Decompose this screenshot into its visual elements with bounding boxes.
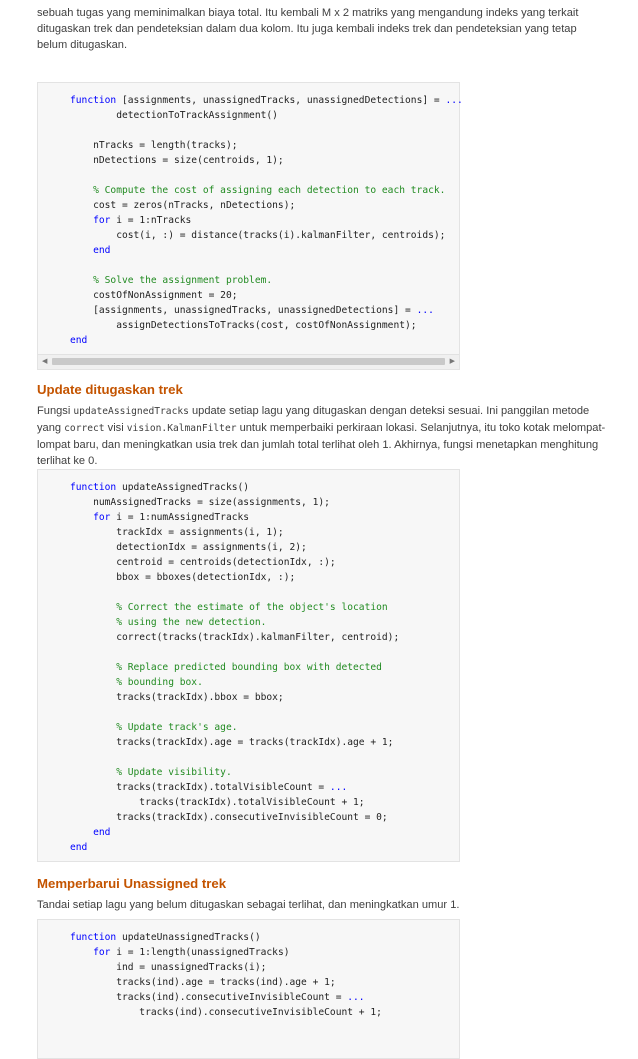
- scrollbar-thumb[interactable]: [52, 358, 445, 365]
- code-comment: % bounding box.: [116, 677, 203, 688]
- section-paragraph-update-unassigned: Tandai setiap lagu yang belum ditugaskan sebagai terlihat, dan meningkatkan umur 1.: [37, 899, 460, 911]
- code-block-assignment[interactable]: [37, 82, 463, 370]
- section-heading-update-assigned: Update ditugaskan trek: [37, 382, 183, 397]
- code-keyword: end: [70, 335, 88, 346]
- code-continuation: ...: [445, 95, 463, 106]
- text-segment: Fungsi: [37, 405, 74, 417]
- text-segment: update setiap lagu yang ditugaskan dengan deteksi sesuai. Ini panggilan metode yang: [37, 405, 590, 434]
- code-comment: % Update track's age.: [116, 722, 238, 733]
- code-listing[interactable]: function [assignments, unassignedTracks, unassignedDetections] = ... detectionToTrackAssignment() nTracks = length(tracks); nDetections = size(centroids, 1); % Compute the cost of assigning each detection to each track. cost = zeros(nTracks, nDetections); for i = 1:nTracks cost(i, :) = distance(tracks(i).kalmanFilter, centroids); end % Solve the assignment problem. costOfNonAssignment = 20; [assignments, unassignedTracks, unassignedDetections] = ... assignDetectionsToTracks(cost, costOfNonAssignment); end: [70, 95, 463, 346]
- scroll-right-icon[interactable]: ▶: [449, 358, 455, 365]
- code-comment: % Replace predicted bounding box with detected: [116, 662, 382, 673]
- code-comment: % Solve the assignment problem.: [93, 275, 273, 286]
- code-comment: % Update visibility.: [116, 767, 232, 778]
- code-keyword: end: [70, 842, 88, 853]
- code-continuation: ...: [416, 305, 434, 316]
- scroll-left-icon[interactable]: ◀: [42, 358, 48, 365]
- text-segment: visi: [104, 422, 127, 434]
- code-keyword: function: [70, 932, 117, 943]
- code-keyword: end: [93, 245, 111, 256]
- inline-code: correct: [64, 423, 105, 434]
- section-paragraph-update-assigned: [37, 403, 609, 469]
- code-keyword: function: [70, 95, 117, 106]
- section-heading-update-unassigned: Memperbarui Unassigned trek: [37, 876, 227, 891]
- code-listing[interactable]: function updateAssignedTracks() numAssignedTracks = size(assignments, 1); for i = 1:numAssignedTracks trackIdx = assignments(i, 1); detectionIdx = assignments(i, 2); centroid = centroids(detectionIdx, :); bbox = bboxes(detectionIdx, :); % Correct the estimate of the object's location % using the new detection. correct(tracks(trackIdx).kalmanFilter, centroid); % Replace predicted bounding box with detected % bounding box. tracks(trackIdx).bbox = bbox; % Update track's age. tracks(trackIdx).age = tracks(trackIdx).age + 1; % Update visibility. tracks(trackIdx).totalVisibleCount = ... tracks(trackIdx).totalVisibleCount + 1; tracks(trackIdx).consecutiveInvisibleCount = 0; end end: [70, 482, 400, 853]
- code-keyword: for: [93, 947, 111, 958]
- horizontal-scrollbar[interactable]: [38, 354, 459, 369]
- code-keyword: end: [93, 827, 111, 838]
- code-block-update-assigned[interactable]: [37, 469, 460, 862]
- code-listing[interactable]: function updateUnassignedTracks() for i = 1:length(unassignedTracks) ind = unassignedTracks(i); tracks(ind).age = tracks(ind).age + 1; tracks(ind).consecutiveInvisibleCount = ... tracks(ind).consecutiveInvisibleCount + 1;: [70, 932, 382, 1018]
- code-block-update-unassigned[interactable]: [37, 919, 460, 1059]
- text-segment: untuk memperbaiki perkiraan lokasi. Selanjutnya, itu toko kotak melompat-lompat baru, dan meningkatkan usia trek dan jumlah total terlihat oleh 1. Akhirnya, fungsi menetapkan menghitung terlihat ke 0.: [37, 422, 606, 467]
- code-comment: % Correct the estimate of the object's location: [116, 602, 388, 613]
- intro-paragraph: sebuah tugas yang meminimalkan biaya total. Itu kembali M x 2 matriks yang mengandung indeks yang terkait ditugaskan trek dan pendeteksian dalam dua kolom. Itu juga kembali indeks trek dan pendeteksian yang tetap belum ditugaskan.: [37, 7, 579, 51]
- inline-code: vision.KalmanFilter: [126, 423, 237, 434]
- code-continuation: ...: [329, 782, 348, 793]
- code-keyword: for: [93, 512, 111, 523]
- code-continuation: ...: [347, 992, 365, 1003]
- inline-code: updateAssignedTracks: [73, 406, 189, 417]
- code-keyword: function: [70, 482, 117, 493]
- code-comment: % using the new detection.: [116, 617, 267, 628]
- code-comment: % Compute the cost of assigning each detection to each track.: [93, 185, 446, 196]
- code-keyword: for: [93, 215, 111, 226]
